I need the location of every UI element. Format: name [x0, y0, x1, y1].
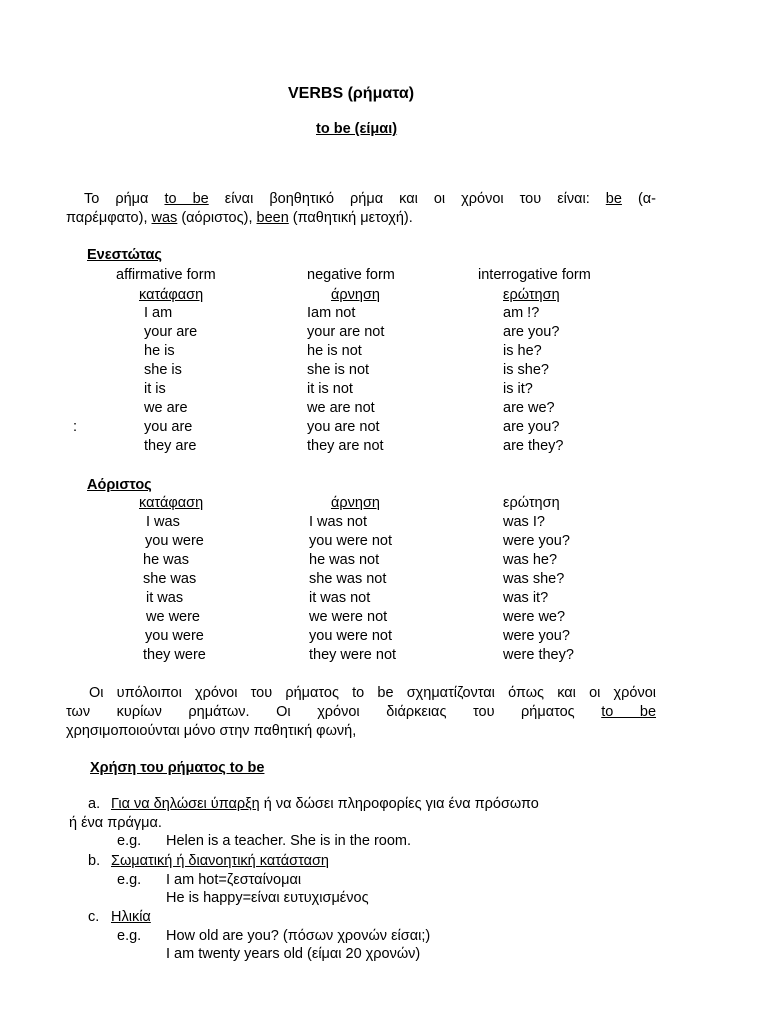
page-subtitle: to be (είμαι) [316, 121, 398, 137]
list-item: was she? [503, 571, 565, 587]
header-interrogative: interrogative form [478, 267, 591, 283]
header-affirmative: affirmative form [116, 267, 216, 283]
list-item: they are [144, 438, 197, 454]
list-item: they are not [307, 438, 384, 454]
list-item: your are [144, 324, 198, 340]
list-item: you were not [309, 628, 393, 644]
list-item: are you? [503, 324, 560, 340]
list-item: she was not [309, 571, 387, 587]
list-item: it is [144, 381, 166, 397]
list-item: they were [143, 647, 206, 663]
list-item: was I? [503, 514, 545, 530]
list-item: are you? [503, 419, 560, 435]
present-affirmative-column [144, 304, 197, 456]
usage-c-example-1: How old are you? (πόσων χρονών είσαι;) [166, 928, 431, 944]
list-item: she is not [307, 362, 370, 378]
list-item: he was [143, 552, 189, 568]
header-gr-affirmative: κατάφαση [139, 287, 204, 303]
usage-c-text: Ηλικία [111, 909, 151, 925]
past-affirmative-column [143, 513, 206, 665]
list-item: it was [146, 590, 184, 606]
list-item: Iam not [307, 305, 356, 321]
list-item: is he? [503, 343, 542, 359]
list-item: you were not [309, 533, 393, 549]
usage-c-marker: c. [88, 909, 100, 925]
list-item: we were [146, 609, 200, 625]
usage-a-marker: a. [88, 796, 101, 812]
list-item: you were [145, 628, 204, 644]
usage-a-eg: e.g. [117, 833, 142, 849]
usage-b-text: Σωματική ή διανοητική κατάσταση [111, 853, 329, 869]
to-be-underlined: to be [164, 191, 209, 207]
list-item: are they? [503, 438, 564, 454]
header-negative: negative form [307, 267, 395, 283]
present-interrogative-column [503, 304, 563, 456]
list-item: we are [144, 400, 188, 416]
list-item: I was [146, 514, 180, 530]
list-item: were we? [503, 609, 566, 625]
list-item: your are not [307, 324, 385, 340]
stray-mark: : [73, 419, 78, 435]
usage-b-marker: b. [88, 853, 101, 869]
list-item: you are [144, 419, 193, 435]
list-item: was he? [503, 552, 558, 568]
past-header-affirmative: κατάφαση [139, 495, 204, 511]
present-negative-column [307, 304, 384, 456]
list-item: were you? [503, 628, 570, 644]
list-item: am !? [503, 305, 540, 321]
usage-a-example: Helen is a teacher. She is in the room. [166, 833, 412, 849]
usage-c-example-2: I am twenty years old (είμαι 20 χρονών) [166, 946, 421, 962]
past-header-negative: άρνηση [331, 495, 380, 511]
was-underlined: was [151, 210, 178, 226]
be-underlined: be [605, 191, 622, 207]
past-header-interrogative: ερώτηση [503, 495, 560, 511]
usage-heading: Χρήση του ρήματος to be [90, 760, 265, 776]
list-item: he was not [309, 552, 380, 568]
usage-b-example-1: I am hot=ζεσταίνομαι [166, 872, 302, 888]
list-item: you are not [307, 419, 380, 435]
list-item: it was not [309, 590, 371, 606]
usage-a-text: Για να δηλώσει ύπαρξη ή να δώσει πληροφορίες για ένα πρόσωπο [111, 796, 539, 812]
list-item: she was [143, 571, 197, 587]
page-title: VERBS (ρήματα) [288, 85, 415, 102]
list-item: I am [144, 305, 173, 321]
list-item: it is not [307, 381, 353, 397]
usage-a-continuation: ή ένα πράγμα. [69, 815, 162, 831]
usage-b-eg: e.g. [117, 872, 142, 888]
header-gr-negative: άρνηση [331, 287, 380, 303]
list-item: were you? [503, 533, 570, 549]
past-negative-column [309, 513, 396, 665]
header-gr-interrogative: ερώτηση [503, 287, 560, 303]
list-item: he is not [307, 343, 362, 359]
past-heading: Αόριστος [87, 477, 152, 493]
list-item: you were [145, 533, 204, 549]
usage-c-eg: e.g. [117, 928, 142, 944]
list-item: I was not [309, 514, 368, 530]
past-interrogative-column [503, 513, 574, 665]
list-item: is it? [503, 381, 533, 397]
list-item: they were not [309, 647, 397, 663]
list-item: was it? [503, 590, 549, 606]
list-item: he is [144, 343, 175, 359]
list-item: she is [144, 362, 182, 378]
intro-paragraph: Το ρήμα to be είναι βοηθητικό ρήμα και οι χρόνοι του είναι: be (α- παρέμφατο), was (αόριστος), been (παθητική μετοχή). [66, 191, 657, 226]
other-tenses-paragraph: Οι υπόλοιποι χρόνοι του ρήματος to be σχηματίζονται όπως και οι χρόνοι των κυρίων ρημάτων. Οι χρόνοι διάρκειας του ρήματος to be χρησιμοποιούνται μόνο στην παθητική φωνή, [66, 685, 657, 739]
list-item: are we? [503, 400, 555, 416]
to-be-underlined: to be [601, 704, 657, 720]
list-item: were they? [503, 647, 574, 663]
list-item: we were not [309, 609, 388, 625]
been-underlined: been [256, 210, 289, 226]
list-item: is she? [503, 362, 549, 378]
present-heading: Ενεστώτας [87, 247, 162, 263]
list-item: we are not [307, 400, 375, 416]
usage-b-example-2: He is happy=είναι ευτυχισμένος [166, 890, 369, 906]
